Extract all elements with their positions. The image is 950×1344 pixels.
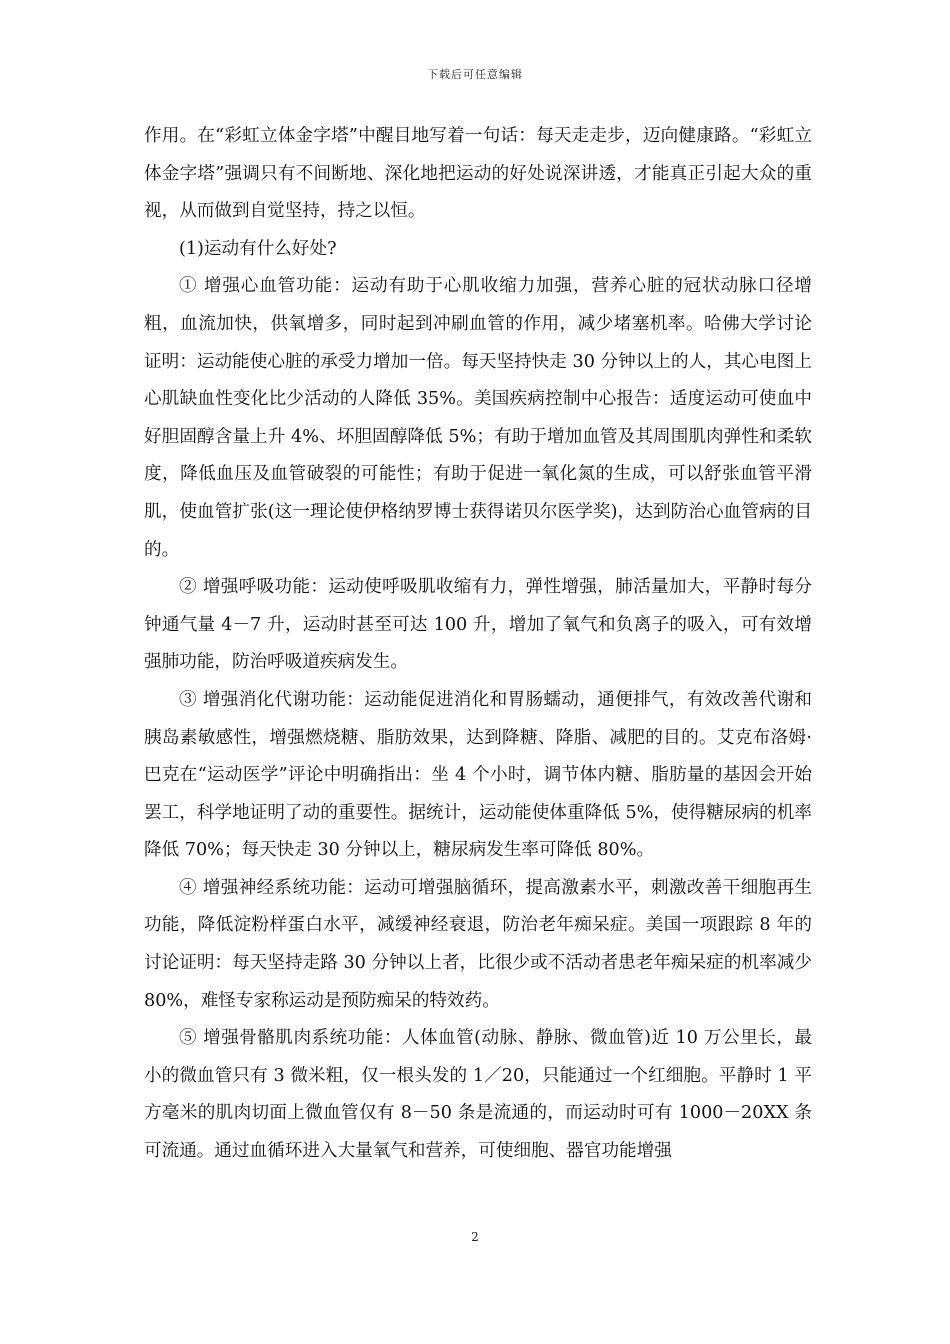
page-number: 2 bbox=[471, 1230, 479, 1244]
body-text bbox=[144, 118, 812, 1171]
paragraph: ③ 增强消化代谢功能：运动能促进消化和胃肠蠕动，通便排气，有效改善代谢和胰岛素敏感性，增强燃烧糖、脂肪效果，达到降糖、降脂、减肥的目的。艾克布洛姆·巴克在“运动医学”评论中明确指出：坐 4 个小时，调节体内糖、脂肪量的基因会开始罢工，科学地证明了动的重要性。据统计，运动能使体重降低 5%，使得糖尿病的机率降低 70%；每天快走 30 分钟以上，糖尿病发生率可降低 80%。 bbox=[144, 689, 812, 861]
paragraph: ① 增强心血管功能：运动有助于心肌收缩力加强，营养心脏的冠状动脉口径增粗，血流加快，供氧增多，同时起到冲刷血管的作用，减少堵塞机率。哈佛大学讨论证明：运动能使心脏的承受力增加一倍。每天坚持快走 30 分钟以上的人，其心电图上心肌缺血性变化比少活动的人降低 35%。美国疾病控制中心报告：适度运动可使血中好胆固醇含量上升 4%、坏胆固醇降低 5%；有助于增加血管及其周围肌肉弹性和柔软度，降低血压及血管破裂的可能性；有助于促进一氧化氮的生成，可以舒张血管平滑肌，使血管扩张(这一理论使伊格纳罗博士获得诺贝尔医学奖)，达到防治心血管病的目的。 bbox=[144, 276, 812, 560]
section-heading: (1)运动有什么好处? bbox=[179, 238, 337, 259]
paragraph: ② 增强呼吸功能：运动使呼吸肌收缩有力，弹性增强，肺活量加大，平静时每分钟通气量 4－7 升，运动时甚至可达 100 升，增加了氧气和负离子的吸入，可有效增强肺功能，防治呼吸道疾病发生。 bbox=[144, 577, 812, 673]
page-header: 下载后可任意编辑 bbox=[427, 68, 523, 81]
paragraph: ⑤ 增强骨骼肌肉系统功能：人体血管(动脉、静脉、微血管)近 10 万公里长，最小的微血管只有 3 微米粗，仅一根头发的 1／20，只能通过一个红细胞。平静时 1 平方毫米的肌肉切面上微血管仅有 8－50 条是流通的，而运动时可有 1000－20XX 条可流通。通过血循环进入大量氧气和营养，可使细胞、器官功能增强 bbox=[144, 1028, 812, 1162]
paragraph: 作用。在“彩虹立体金字塔”中醒目地写着一句话：每天走走步，迈向健康路。“彩虹立体金字塔”强调只有不间断地、深化地把运动的好处说深讲透，才能真正引起大众的重视，从而做到自觉坚持，持之以恒。 bbox=[144, 126, 812, 222]
paragraph: ④ 增强神经系统功能：运动可增强脑循环，提高激素水平，刺激改善干细胞再生功能，降低淀粉样蛋白水平，减缓神经衰退，防治老年痴呆症。美国一项跟踪 8 年的讨论证明：每天坚持走路 30 分钟以上者，比很少或不活动者患老年痴呆症的机率减少 80%，难怪专家称运动是预防痴呆的特效药。 bbox=[144, 877, 812, 1011]
